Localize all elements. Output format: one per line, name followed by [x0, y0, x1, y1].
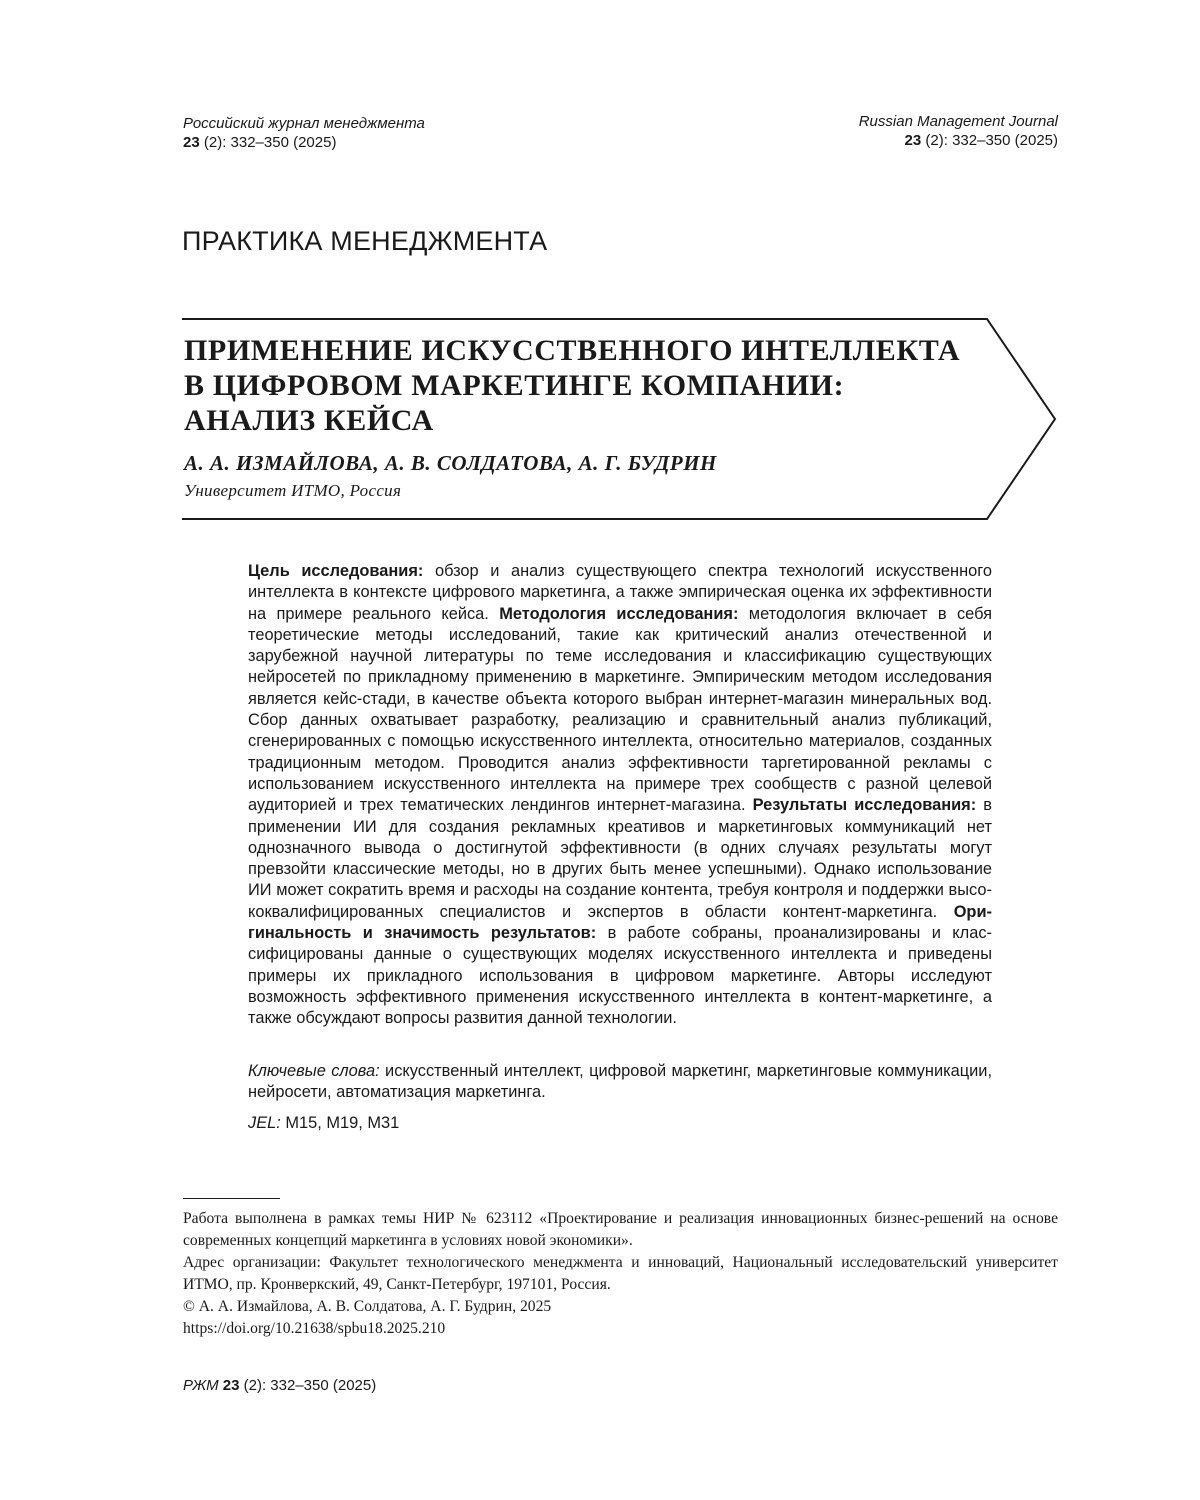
funding-note: Работа выполнена в рамках темы НИР № 623112 «Проектирование и реализация инновационных бизнес-решений на основе современных концепций маркетинга в условиях новой экономики».: [183, 1210, 1058, 1249]
authors: А. А. ИЗМАЙЛОВА, А. В. СОЛДАТОВА, А. Г. БУДРИН: [184, 451, 717, 475]
volume-number: 23: [904, 132, 922, 149]
title-line: В ЦИФРОВОМ МАРКЕТИНГЕ КОМПАНИИ:: [184, 369, 845, 402]
keywords: [248, 1061, 992, 1104]
copyright-note: © А. А. Измайлова, А. В. Солдатова, А. Г. Будрин, 2025: [183, 1298, 552, 1315]
journal-header-left: [183, 114, 425, 152]
journal-name-ru: Российский журнал менеджмента: [183, 115, 425, 132]
footnote-divider: [183, 1198, 280, 1199]
originality-label: Оригинальность и значимость результатов:: [248, 902, 992, 943]
title-line: ПРИМЕНЕНИЕ ИСКУССТВЕННОГО ИНТЕЛЛЕКТА: [184, 334, 961, 367]
keywords-label: Ключевые слова:: [248, 1062, 380, 1080]
issue-pages: (2): 332–350 (2025): [203, 134, 337, 151]
page-footer: [183, 1377, 376, 1394]
doi-link[interactable]: https://doi.org/10.21638/spbu18.2025.210: [183, 1320, 446, 1337]
footnotes: [183, 1208, 1058, 1340]
goal-label: Цель исследования:: [248, 562, 424, 580]
method-text: методология включает в себя теоретические методы исследований, такие как критический анализ отечественной и зарубежной научной литературы по теме исследования и классификацию существующих нейросетей по прикладному применению в маркетинге. Эмпирическим методом исследования является кейс-стади, в качестве объекта которого выбран интернет-магазин минеральных вод. Сбор данных охватывает разработку, реализацию и сравнительный анализ публикаций, сгенерированных с помощью искусственного интеллекта, относительно материалов, созданных традиционным методом. Проводится анализ эффективности таргетированной рекламы с использованием искусственного интеллекта на примере трех сообществ с разной целевой аудиторией и трех тематических лендингов интернет-магазина.: [248, 604, 993, 815]
article-title: [184, 333, 1004, 438]
footer-journal-abbr: РЖМ: [183, 1377, 219, 1394]
jel-codes: [248, 1113, 399, 1134]
address-note: Адрес организации: Факультет технологического менеджмента и инноваций, Национальный исследовательский университет ИТМО, пр. Кронверкский, 49, Санкт-Петербург, 197101, Россия.: [183, 1254, 1058, 1293]
originality-text: в работе собраны, проанализированы и классифицированы данные о существующих моделях искусственного интеллекта и приведены примеры их прикладного использования в цифровом маркетинге. Авторы исследуют возможность эффективного применения искусственного интеллекта в контент-маркетинге, а также обсуждают вопросы развития данной технологии.: [248, 924, 992, 1028]
affiliation: Университет ИТМО, Россия: [184, 481, 402, 500]
journal-name-en: Russian Management Journal: [858, 113, 1058, 130]
keywords-text: искусственный интеллект, цифровой маркетинг, маркетинговые коммуникации, нейросети, автоматизация маркетинга.: [248, 1062, 993, 1102]
jel-label: JEL:: [248, 1114, 281, 1132]
footer-volume: 23: [222, 1377, 240, 1394]
title-line: АНАЛИЗ КЕЙСА: [184, 404, 434, 437]
volume-number: 23: [183, 134, 200, 151]
section-heading: ПРАКТИКА МЕНЕДЖМЕНТА: [182, 226, 548, 256]
results-label: Результаты исследования:: [752, 796, 977, 815]
footer-issue-pages: (2): 332–350 (2025): [239, 1377, 377, 1394]
method-label: Методология исследования:: [499, 604, 739, 623]
issue-pages: (2): 332–350 (2025): [925, 132, 1058, 149]
goal-text: обзор и анализ существующего спектра технологий искусственного интеллекта в контексте цифрового маркетинга, а также эмпирическая оценка их эффективности на примере реального кейса.: [248, 562, 992, 623]
abstract: [248, 561, 992, 1030]
journal-header-right: [859, 112, 1058, 150]
results-text: в применении ИИ для создания рекламных креативов и маркетинговых коммуникаций нет однозначного вывода о достигнутой эффективности (в одних случаях результаты могут превзойти классические методы, но в других быть менее успешными). Однако использование ИИ может сократить время и расходы на создание контента, требуя контроля и поддержки высококвалифицированных специалистов и экспертов в области контент-маркетинга.: [248, 796, 993, 921]
jel-values: M15, M19, M31: [280, 1114, 400, 1132]
